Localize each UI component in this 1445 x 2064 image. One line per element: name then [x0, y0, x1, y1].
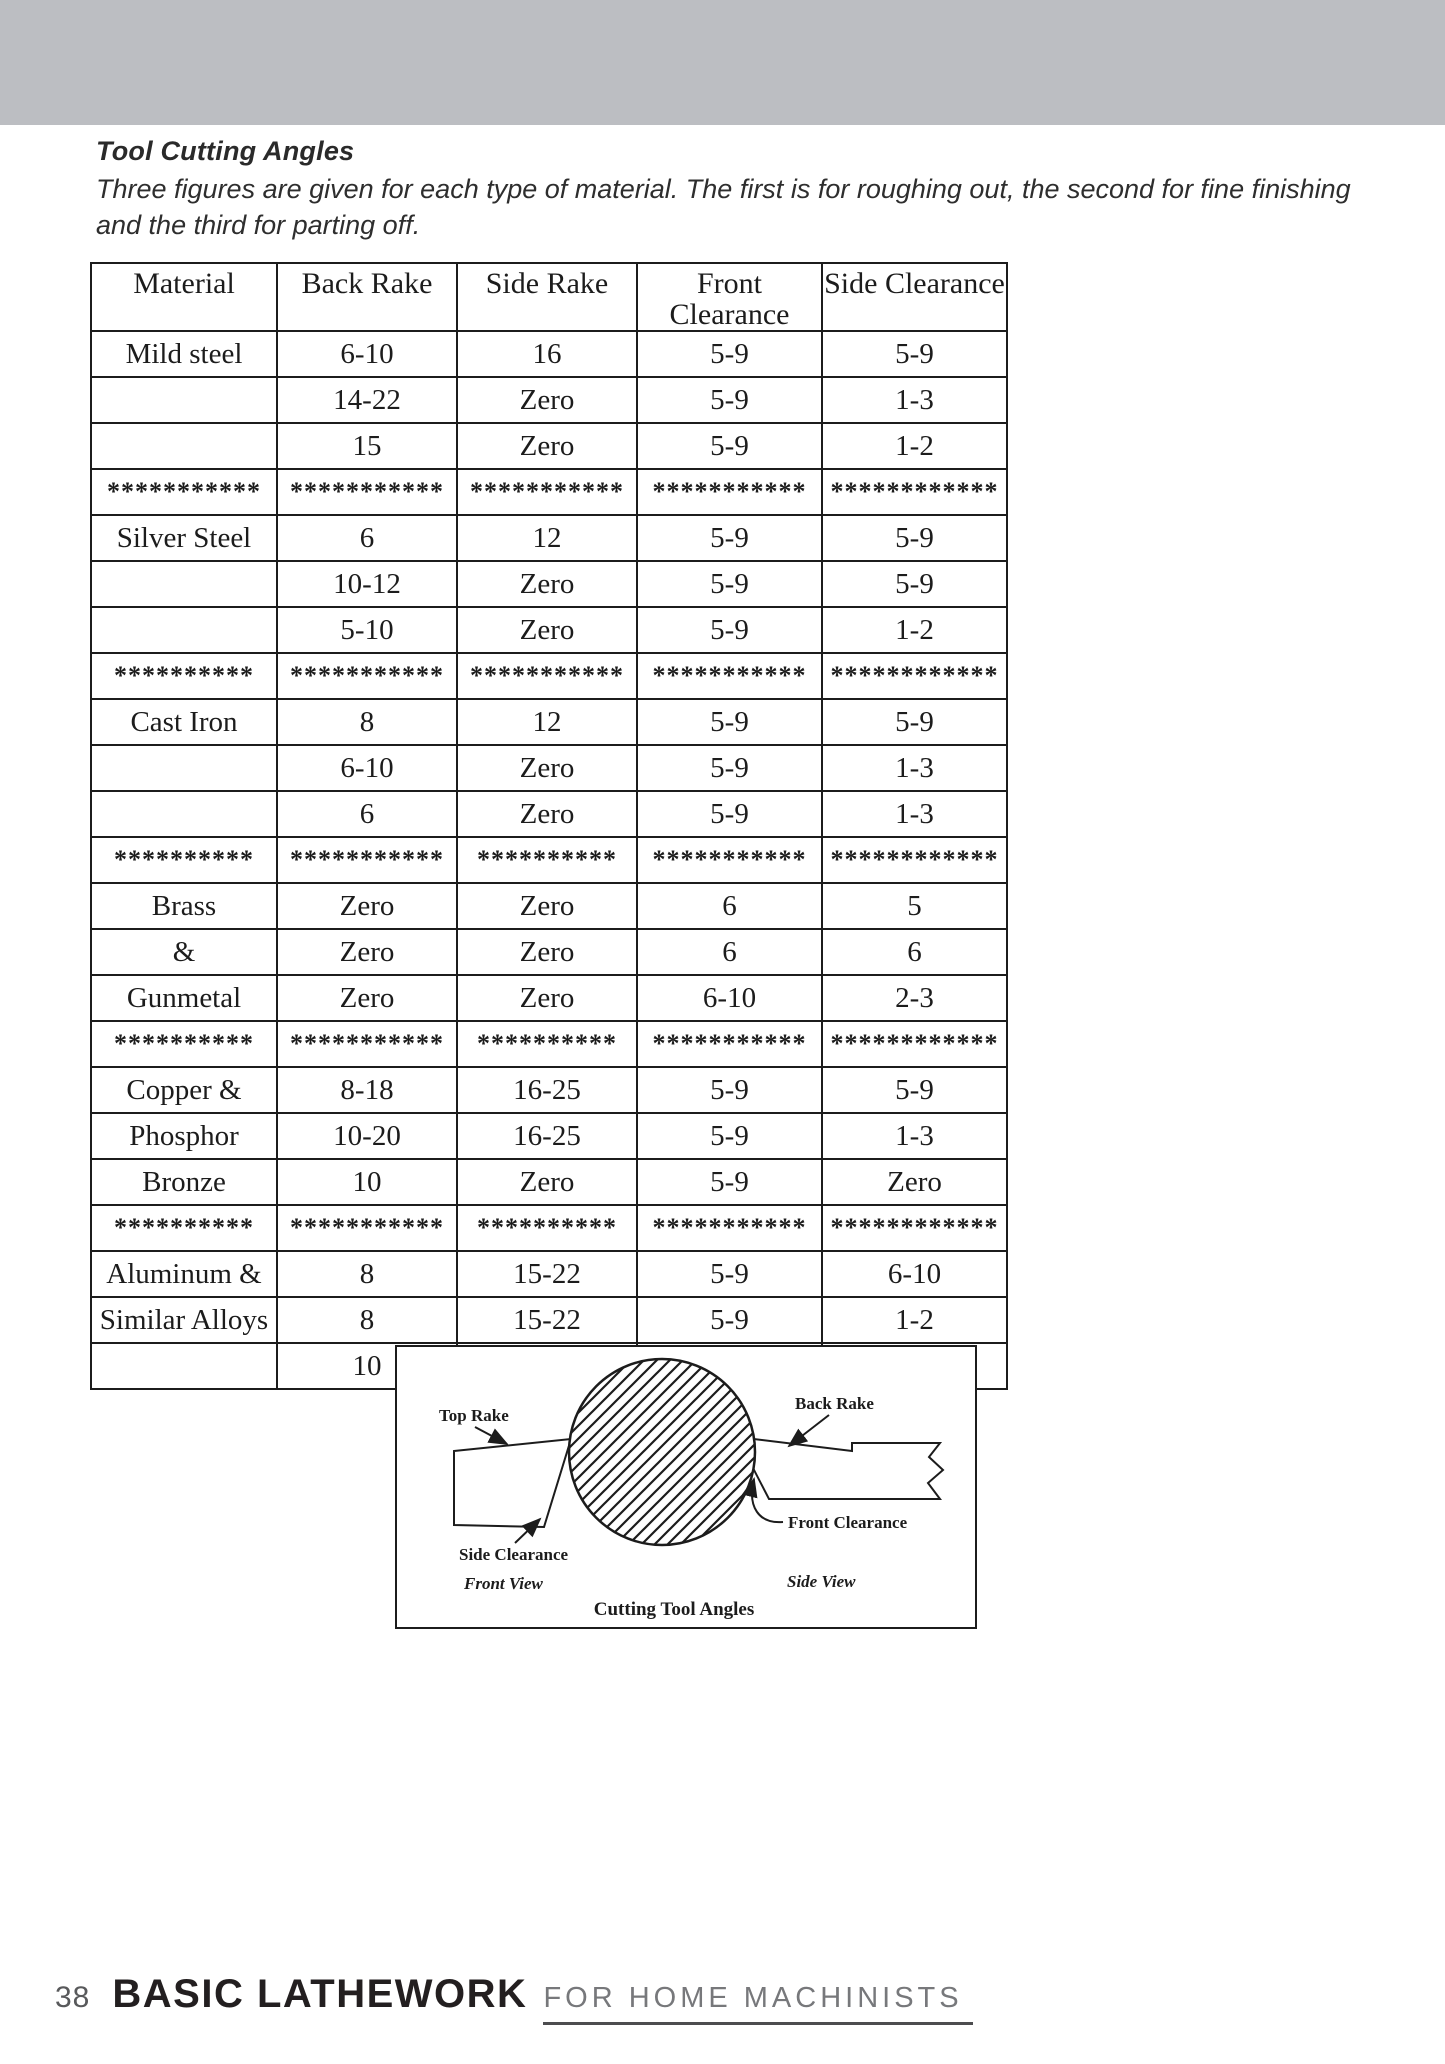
- value-cell: ***********: [277, 1021, 457, 1067]
- value-cell: ***********: [637, 469, 822, 515]
- material-cell: Aluminum &: [91, 1251, 277, 1297]
- value-cell: Zero: [457, 607, 637, 653]
- book-subtitle: FOR HOME MACHINISTS: [543, 1982, 972, 2025]
- column-header-material: Material: [91, 263, 277, 331]
- separator-row: [91, 1205, 1007, 1251]
- cutting-tool-angles-diagram: [395, 1345, 977, 1629]
- value-cell: 5-9: [637, 1067, 822, 1113]
- value-cell: 16-25: [457, 1113, 637, 1159]
- header-row: [91, 263, 1007, 331]
- value-cell: 1-3: [822, 791, 1007, 837]
- table-row: [91, 745, 1007, 791]
- material-cell: [91, 745, 277, 791]
- column-header-side-clearance: Side Clearance: [822, 263, 1007, 331]
- material-cell: Brass: [91, 883, 277, 929]
- material-cell: **********: [91, 837, 277, 883]
- material-cell: **********: [91, 1205, 277, 1251]
- value-cell: 5-9: [637, 377, 822, 423]
- value-cell: 5-9: [822, 561, 1007, 607]
- table-row: [91, 377, 1007, 423]
- material-cell: Gunmetal: [91, 975, 277, 1021]
- value-cell: ************: [822, 469, 1007, 515]
- value-cell: 5-9: [637, 561, 822, 607]
- table-row: [91, 331, 1007, 377]
- value-cell: 8: [277, 1297, 457, 1343]
- value-cell: ************: [822, 1205, 1007, 1251]
- workpiece-circle: [569, 1359, 755, 1545]
- value-cell: Zero: [277, 975, 457, 1021]
- value-cell: 1-2: [822, 1297, 1007, 1343]
- value-cell: Zero: [457, 423, 637, 469]
- value-cell: 10: [277, 1343, 457, 1389]
- value-cell: 10-12: [277, 561, 457, 607]
- tool-cutting-angles-table: [90, 262, 1008, 1390]
- value-cell: 5-9: [637, 423, 822, 469]
- table-row: [91, 975, 1007, 1021]
- material-cell: [91, 423, 277, 469]
- value-cell: 5-9: [822, 515, 1007, 561]
- material-cell: ***********: [91, 469, 277, 515]
- value-cell: 5-9: [822, 331, 1007, 377]
- value-cell: 5-9: [637, 331, 822, 377]
- value-cell: 6: [822, 929, 1007, 975]
- value-cell: 6-10: [277, 331, 457, 377]
- value-cell: 6-10: [822, 1251, 1007, 1297]
- column-header-side-rake: Side Rake: [457, 263, 637, 331]
- value-cell: 15-22: [457, 1251, 637, 1297]
- value-cell: ***********: [637, 837, 822, 883]
- value-cell: 15: [277, 423, 457, 469]
- value-cell: ***********: [277, 653, 457, 699]
- value-cell: 10-20: [277, 1113, 457, 1159]
- table-row: [91, 423, 1007, 469]
- material-cell: &: [91, 929, 277, 975]
- value-cell: 5-10: [277, 607, 457, 653]
- side-clearance-label: Side Clearance: [459, 1545, 569, 1564]
- value-cell: ***********: [637, 653, 822, 699]
- value-cell: Zero: [457, 883, 637, 929]
- value-cell: 6: [637, 883, 822, 929]
- value-cell: ***********: [637, 1205, 822, 1251]
- front-clearance-label: Front Clearance: [788, 1513, 908, 1532]
- value-cell: 1-2: [822, 607, 1007, 653]
- material-cell: [91, 377, 277, 423]
- value-cell: 5-9: [637, 515, 822, 561]
- material-cell: **********: [91, 1021, 277, 1067]
- value-cell: ***********: [457, 469, 637, 515]
- value-cell: 5-9: [637, 1113, 822, 1159]
- value-cell: Zero: [457, 561, 637, 607]
- material-cell: Mild steel: [91, 331, 277, 377]
- value-cell: Zero: [457, 1159, 637, 1205]
- table-row: [91, 883, 1007, 929]
- material-cell: Cast Iron: [91, 699, 277, 745]
- separator-row: [91, 469, 1007, 515]
- column-header-front-clearance: Front Clearance: [637, 263, 822, 331]
- value-cell: 5: [822, 883, 1007, 929]
- material-cell: Similar Alloys: [91, 1297, 277, 1343]
- value-cell: **********: [457, 1021, 637, 1067]
- value-cell: ***********: [457, 653, 637, 699]
- value-cell: Zero: [822, 1159, 1007, 1205]
- diagram-caption: Cutting Tool Angles: [593, 1599, 755, 1620]
- material-cell: Bronze: [91, 1159, 277, 1205]
- page-title: Tool Cutting Angles: [96, 136, 355, 166]
- value-cell: 10: [277, 1159, 457, 1205]
- back-rake-label: Back Rake: [795, 1394, 874, 1413]
- front-view-label: Front View: [464, 1574, 543, 1593]
- value-cell: 16-25: [457, 1067, 637, 1113]
- value-cell: 8-18: [277, 1067, 457, 1113]
- value-cell: 5-9: [822, 699, 1007, 745]
- value-cell: ***********: [277, 837, 457, 883]
- value-cell: 6-10: [637, 975, 822, 1021]
- material-cell: **********: [91, 653, 277, 699]
- table-row: [91, 1113, 1007, 1159]
- table-row: [91, 1159, 1007, 1205]
- side-view-tool: [737, 1437, 943, 1499]
- table-row: [91, 1067, 1007, 1113]
- value-cell: ***********: [277, 1205, 457, 1251]
- table-row: [91, 1251, 1007, 1297]
- value-cell: 6: [277, 791, 457, 837]
- value-cell: 6: [637, 929, 822, 975]
- material-cell: Silver Steel: [91, 515, 277, 561]
- value-cell: 2-3: [822, 975, 1007, 1021]
- value-cell: 8: [277, 699, 457, 745]
- value-cell: 15-22: [457, 1297, 637, 1343]
- value-cell: 8: [277, 1251, 457, 1297]
- value-cell: 5-9: [637, 1159, 822, 1205]
- table-row: [91, 515, 1007, 561]
- value-cell: Zero: [277, 929, 457, 975]
- value-cell: 6-10: [277, 745, 457, 791]
- value-cell: 5-9: [637, 745, 822, 791]
- intro-section: [96, 136, 1368, 243]
- value-cell: 14-22: [277, 377, 457, 423]
- table-row: [91, 791, 1007, 837]
- table-row: [91, 607, 1007, 653]
- page-footer: [55, 1972, 1390, 2025]
- value-cell: 5-9: [822, 1067, 1007, 1113]
- book-title: BASIC LATHEWORK: [112, 1972, 528, 2016]
- side-view-label: Side View: [787, 1572, 856, 1591]
- value-cell: ************: [822, 1021, 1007, 1067]
- separator-row: [91, 837, 1007, 883]
- top-rake-label: Top Rake: [439, 1406, 509, 1425]
- table-row: [91, 699, 1007, 745]
- value-cell: 5-9: [637, 607, 822, 653]
- table-row: [91, 561, 1007, 607]
- table-row: [91, 929, 1007, 975]
- column-header-back-rake: Back Rake: [277, 263, 457, 331]
- value-cell: 6: [277, 515, 457, 561]
- intro-paragraph: Three figures are given for each type of material. The first is for roughing out, the second for fine finishing and the third for parting off.: [96, 174, 1351, 240]
- top-rake-arrow: [475, 1427, 507, 1444]
- value-cell: 5-9: [637, 1251, 822, 1297]
- material-cell: [91, 607, 277, 653]
- value-cell: 5-9: [637, 791, 822, 837]
- value-cell: **********: [457, 1205, 637, 1251]
- material-cell: [91, 791, 277, 837]
- separator-row: [91, 653, 1007, 699]
- value-cell: **********: [457, 837, 637, 883]
- material-cell: [91, 561, 277, 607]
- value-cell: 12: [457, 699, 637, 745]
- table-row: [91, 1297, 1007, 1343]
- material-cell: Copper &: [91, 1067, 277, 1113]
- value-cell: Zero: [457, 975, 637, 1021]
- value-cell: Zero: [457, 745, 637, 791]
- value-cell: ***********: [637, 1021, 822, 1067]
- value-cell: 5-9: [637, 1297, 822, 1343]
- value-cell: 1-3: [822, 1113, 1007, 1159]
- separator-row: [91, 1021, 1007, 1067]
- material-cell: Phosphor: [91, 1113, 277, 1159]
- value-cell: Zero: [457, 791, 637, 837]
- value-cell: 1-2: [822, 423, 1007, 469]
- value-cell: Zero: [457, 377, 637, 423]
- value-cell: Zero: [277, 883, 457, 929]
- value-cell: Zero: [457, 929, 637, 975]
- value-cell: 16: [457, 331, 637, 377]
- diagram-svg: [397, 1347, 975, 1627]
- value-cell: ************: [822, 837, 1007, 883]
- value-cell: 5-9: [637, 699, 822, 745]
- front-view-tool: [454, 1439, 571, 1527]
- value-cell: 1-3: [822, 745, 1007, 791]
- value-cell: ***********: [277, 469, 457, 515]
- material-cell: [91, 1343, 277, 1389]
- value-cell: ************: [822, 653, 1007, 699]
- header-band: [0, 0, 1445, 125]
- back-rake-arrow: [789, 1415, 829, 1446]
- value-cell: 12: [457, 515, 637, 561]
- page-number: 38: [55, 1981, 91, 2014]
- value-cell: 1-3: [822, 377, 1007, 423]
